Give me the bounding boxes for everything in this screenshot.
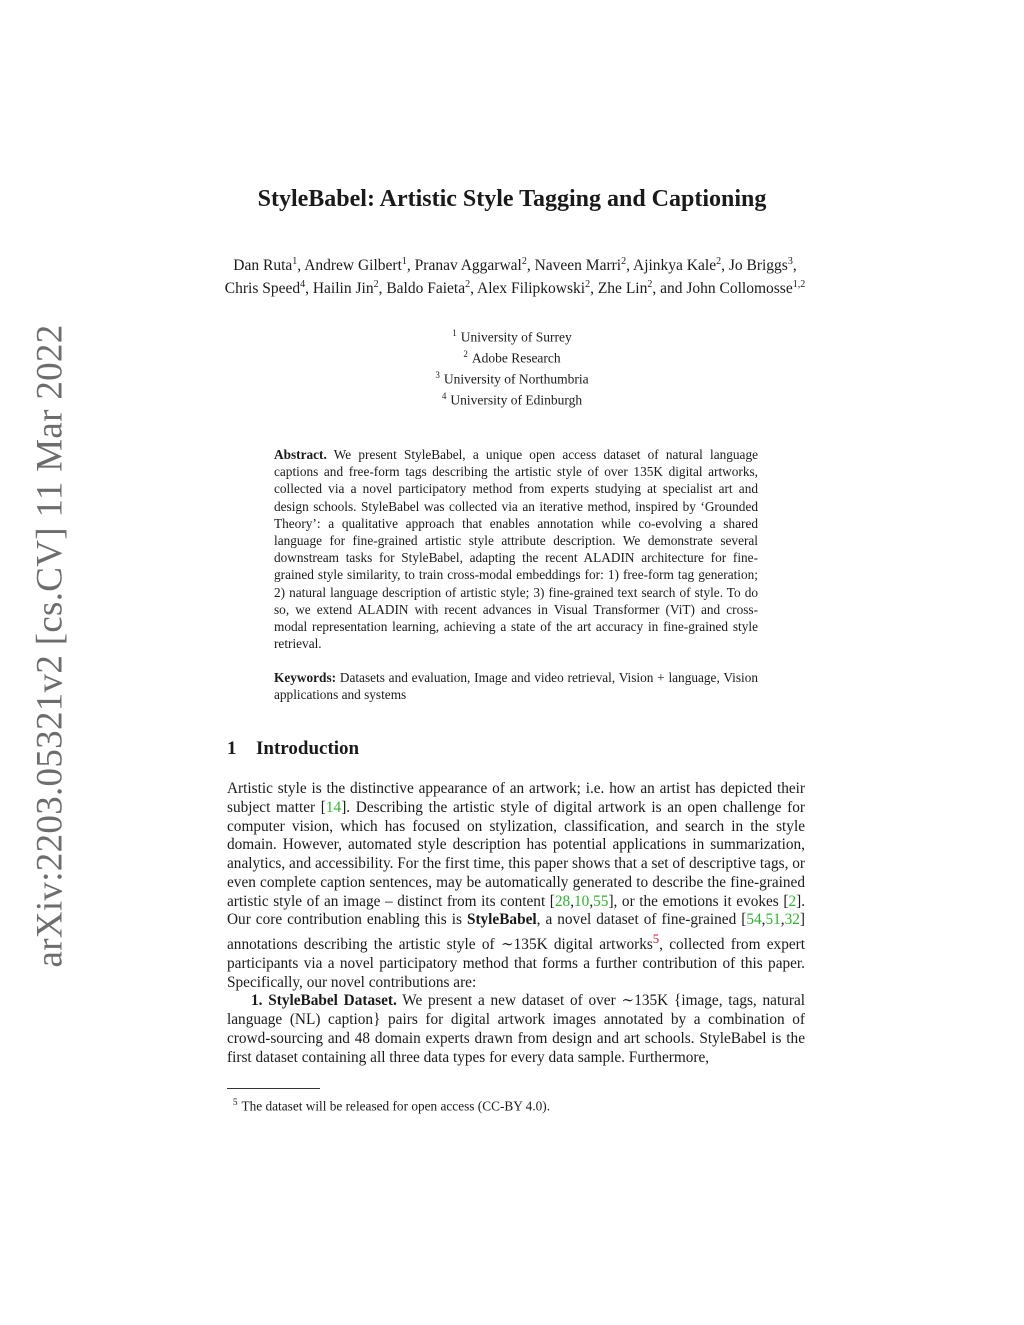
citation-link[interactable]: 32: [784, 911, 800, 929]
keywords-label: Keywords:: [274, 670, 337, 685]
citation-link[interactable]: 14: [325, 798, 342, 816]
author-separator: ,: [297, 257, 305, 275]
affiliation-number: 2: [463, 349, 468, 359]
footnote-divider: [227, 1088, 320, 1089]
text-run: ], or the emotions it evokes [: [608, 892, 789, 910]
paper-title: StyleBabel: Artistic Style Tagging and Captioning: [257, 186, 767, 212]
author-affiliation-mark: 1,2: [792, 279, 806, 291]
author-separator: , and: [652, 280, 687, 298]
author-affiliation-mark: 4: [300, 279, 306, 291]
footnote-number: 5: [233, 1097, 238, 1107]
text-run: Artistic style is the distinctive appearance of an artwork; i.e. how an artist has depicted their subject matter [: [227, 780, 805, 816]
footnote-text: The dataset will be released for open access (CC-BY 4.0).: [241, 1098, 551, 1114]
author-affiliation-mark: 2: [521, 256, 527, 267]
affiliation-number: 4: [441, 391, 447, 401]
author-affiliation-mark: 2: [647, 279, 653, 291]
author-name: Hailin Jin: [312, 280, 374, 298]
author-separator: ,: [721, 257, 729, 275]
author-affiliation-mark: 2: [621, 256, 627, 267]
citation-link[interactable]: 55: [593, 892, 609, 910]
author-affiliation-mark: 1: [401, 256, 407, 267]
author-affiliation-mark: 2: [465, 279, 471, 291]
author-name: John Collomosse: [686, 280, 793, 298]
author-separator: ,: [526, 257, 535, 275]
author-name: Pranav Aggarwal: [414, 257, 522, 275]
arxiv-identifier-stamp: arXiv:2203.05321v2 [cs.CV] 11 Mar 2022: [29, 324, 71, 968]
author-separator: ,: [626, 257, 633, 275]
author-separator: ,: [378, 280, 387, 298]
abstract: [274, 446, 758, 652]
affiliation: [0, 325, 1024, 346]
author-separator: ,: [305, 280, 313, 298]
footnote: [227, 1094, 805, 1114]
affiliation-number: 1: [452, 328, 457, 338]
paragraph: Artistic style is the distinctive appearance of an artwork; i.e. how an artist has depicted their subject matter [14]. Describing the artistic style of digital artwork is an open challenge for computer vision, which has focused on stylization, classification, and search in the style domain. However, automated style description has potential applications in summarization, analytics, and accessibility. For the first time, this paper shows that a set of descriptive tags, or even complete caption sentences, may be automatically generated to describe the fine-grained artistic style of an image – distinct from its content [28,10,55], or the emotions it evokes [2]. Our core contribution enabling this is StyleBabel, a novel dataset of fine-grained [54,51,32] annotations describing the artistic style of ∼135K digital artworks$^5$, collected from expert participants via a novel participatory method that forms a further contribution of this paper. Specifically, our novel contributions are:: [227, 780, 806, 991]
affiliation-name: University of Surrey: [460, 329, 572, 345]
author-name: Ajinkya Kale: [633, 257, 717, 275]
text-run: , a novel dataset of fine-grained [: [536, 911, 747, 929]
text-run: , collected from expert participants via a novel participatory method that forms a further contribution of this paper. Specifically, our novel contributions are:: [227, 936, 805, 991]
author-affiliation-mark: 2: [373, 279, 379, 291]
affiliation-list: [0, 325, 1024, 409]
author-affiliation-mark: 3: [787, 256, 793, 267]
author-name: Jo Briggs: [728, 257, 788, 275]
author-affiliation-mark: 1: [292, 256, 298, 267]
author-affiliation-mark: 2: [585, 279, 591, 291]
abstract-text: We present StyleBabel, a unique open access dataset of natural language captions and free-form tags describing the artistic style of over 135K digital artworks, collected via a novel participatory method from experts studying at specialist art and design schools. StyleBabel was collected via an iterative method, inspired by ‘Grounded Theory’: a qualitative approach that enables annotation while co-evolving a shared language for fine-grained artistic style attribute description. We demonstrate several downstream tasks for StyleBabel, adapting the recent ALADIN architecture for fine-grained style similarity, to train cross-modal embeddings for: 1) free-form tag generation; 2) natural language description of artistic style; 3) fine-grained text search of style. To do so, we extend ALADIN with recent advances in Visual Transformer (ViT) and cross-modal representation learning, achieving a state of the art accuracy in fine-grained style retrieval.: [274, 447, 759, 652]
author-name: Zhe Lin: [597, 280, 648, 298]
dataset-name: StyleBabel: [466, 911, 537, 929]
keywords-text: Datasets and evaluation, Image and video retrieval, Vision + language, Vision applications and systems: [274, 670, 758, 703]
affiliation: [0, 346, 1024, 367]
paragraph: [227, 992, 805, 1067]
footnote-marker[interactable]: 5: [652, 932, 660, 946]
abstract-label: Abstract.: [274, 447, 327, 462]
citation-link[interactable]: 51: [765, 911, 781, 929]
section-title: Introduction: [256, 738, 360, 759]
section-heading: [227, 738, 359, 760]
text-run: We present a new dataset of over ∼135K {image, tags, natural language (NL) caption} pairs for digital artwork images annotated by a combination of crowd-sourcing and 48 domain experts drawn from design and art schools. StyleBabel is the first dataset containing all three data types for every data sample. Furthermore,: [227, 992, 805, 1066]
text-run: ]. Our core contribution enabling this is: [227, 892, 806, 929]
body-text: [227, 780, 805, 1067]
section-number: 1: [227, 738, 237, 759]
author-separator: ,: [406, 257, 415, 275]
author-separator: ,: [590, 280, 598, 298]
author-affiliation-mark: 2: [716, 256, 722, 267]
affiliation: [0, 367, 1024, 388]
author-name: Chris Speed: [224, 280, 301, 298]
author-name: Dan Ruta: [233, 257, 293, 275]
author-separator: ,: [470, 280, 478, 298]
author-list: [215, 252, 815, 298]
text-run: ] annotations describing the artistic style of ∼135K digital artworks: [227, 911, 805, 954]
citation-link[interactable]: 2: [788, 892, 797, 910]
citation-link[interactable]: 10: [574, 892, 590, 910]
author-name: Andrew Gilbert: [304, 257, 402, 275]
keywords: [274, 669, 758, 703]
affiliation-name: University of Edinburgh: [450, 392, 583, 408]
affiliation-name: University of Northumbria: [443, 371, 589, 387]
author-separator: ,: [792, 257, 797, 275]
author-name: Alex Filipkowski: [477, 280, 586, 298]
affiliation-name: Adobe Research: [471, 350, 561, 366]
affiliation-number: 3: [435, 370, 440, 380]
contribution-heading: 1. StyleBabel Dataset.: [251, 992, 397, 1010]
author-name: Baldo Faieta: [386, 280, 466, 298]
citation-link[interactable]: 28: [554, 892, 571, 910]
affiliation: [0, 388, 1024, 409]
author-name: Naveen Marri: [534, 257, 622, 275]
citation-link[interactable]: 54: [746, 911, 762, 929]
text-run: ]. Describing the artistic style of digital artwork is an open challenge for computer vision, which has focused on stylization, classification, and search in the style domain. However, automated style description has potential applications in summarization, analytics, and accessibility. For the first time, this paper shows that a set of descriptive tags, or even complete caption sentences, may be automatically generated to describe the fine-grained artistic style of an image – distinct from its content [: [227, 798, 805, 910]
